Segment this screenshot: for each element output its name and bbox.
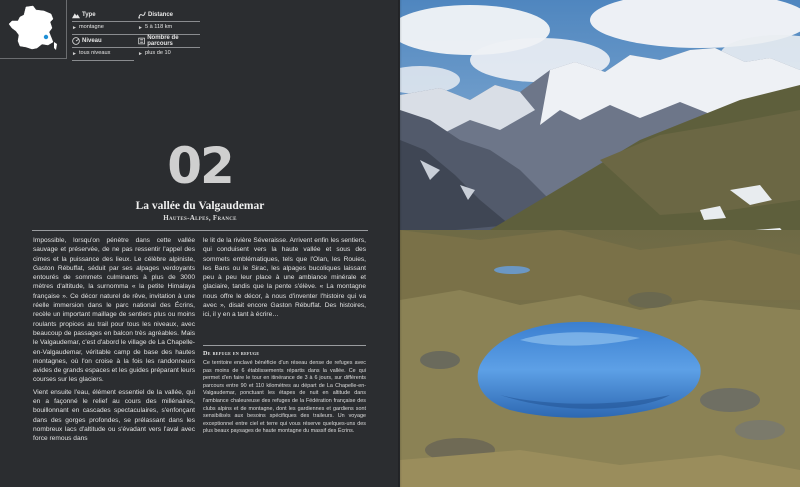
mountain-icon bbox=[72, 11, 80, 19]
level-gauge-icon bbox=[72, 37, 80, 45]
landscape-photo bbox=[400, 0, 800, 487]
bullet-arrow-icon: ► bbox=[72, 24, 77, 31]
type-value: montagne bbox=[78, 24, 104, 31]
distance-label: Distance bbox=[148, 12, 174, 18]
bullet-arrow-icon: ► bbox=[72, 50, 77, 57]
chapter-number: 02 bbox=[167, 137, 233, 195]
bullet-arrow-icon: ► bbox=[138, 50, 143, 57]
body-paragraph: le lit de la rivière Séveraisse. Arrivent enfin les sentiers, qui conduisent vers la haute vallée et sous des sommets emblématiques, tels que l'Olan, les Rouies, les Bans ou le Sirac, les alpages bucoliques laissant peu à peu leur place à une ambiance minérale et glaciaire, tandis que la pente s'élève. « La montagne nous offre le décor, à nous d'inventer l'histoire qui va avec », disait encore Gaston Rébuffat. Des histoires, ici, il y en a tant à écrire… bbox=[203, 237, 366, 319]
body-paragraph: Vient ensuite l'eau, élément essentiel de la vallée, qui en a façonné le relief au cours des millénaires, bouillonnant en cascades spectaculaires, s'enfonçant dans des gorges profondes, se prélassant dans les nombreux lacs d'altitude ou s'évadant vers l'aval avec force remous dans bbox=[33, 388, 195, 443]
chapter-title: La vallée du Valgaudemar bbox=[135, 200, 265, 212]
parcours-value: plus de 10 bbox=[144, 50, 171, 57]
route-icon bbox=[138, 11, 146, 19]
type-label: Type bbox=[82, 12, 96, 18]
niveau-value: tous niveaux bbox=[78, 50, 111, 57]
france-map-icon bbox=[6, 4, 60, 54]
mountain-lake-photo bbox=[400, 0, 800, 487]
bullet-arrow-icon: ► bbox=[138, 24, 143, 31]
body-column-2 bbox=[203, 236, 366, 323]
body-paragraph: Impossible, lorsqu'on pénètre dans cette vallée sauvage et préservée, de ne pas ressentir l'appel des cimes et la puissance des lieux. Le célèbre alpiniste, Gaston Rébuffat, séduit par ses alpages verdoyants entourés de sommets culminants à plus de 3000 mètres d'altitude, la surnomma « la petite Himalaya française ». Ce décor naturel de rêve, invitation à une réelle immersion dans le parc national des Écrins, recèle un important maillage de sentiers plus ou moins roulants propices au trail pour tous les niveaux, avec beaucoup de passages en balcon très agréables. Mais le Valgaudemar, c'est d'abord le village de La Chapelle-en-Valgaudemar, véritable camp de base des hautes montagnes, où l'on croise à la fois les randonneurs avides de grands espaces et les guides préparant leurs courses sur les glaciers. bbox=[33, 237, 195, 384]
sidebar-heading: De refuge en refuge bbox=[203, 350, 260, 357]
count-icon bbox=[138, 37, 145, 45]
france-locator-map bbox=[0, 0, 67, 59]
body-column-1 bbox=[33, 236, 195, 447]
page-gutter bbox=[398, 0, 402, 487]
parcours-label: Nombre de parcours bbox=[147, 35, 179, 47]
location-marker-icon bbox=[44, 35, 48, 39]
sidebar-box bbox=[203, 345, 366, 436]
title-divider bbox=[32, 230, 368, 231]
chapter-subtitle: Hautes-Alpes, France bbox=[163, 214, 237, 222]
distance-value: 5 à 118 km bbox=[144, 24, 173, 31]
sidebar-text: Ce territoire enclavé bénéficie d'un réseau dense de refuges avec pas moins de 6 établissements répartis dans la vallée. Ce qui permet d'en faire le tour en itinérance de 3 à 6 jours, sur différents parcours entre 90 et 110 kilomètres au départ de La Chapelle-en-Valgaudemar, ponctuant les étapes de nuit en altitude dans l'ambiance chaleureuse des refuges de la Fédération française des clubs alpins et de montagne, dont les gardiennes et gardiens sont sensibilisés aux besoins spécifiques des traileurs. Un voyage exceptionnel entre ciel et terre qui vous réserve quelques-uns des plus beaux paysages de haute montagne du massif des Écrins. bbox=[203, 360, 366, 435]
niveau-label: Niveau bbox=[82, 38, 102, 44]
